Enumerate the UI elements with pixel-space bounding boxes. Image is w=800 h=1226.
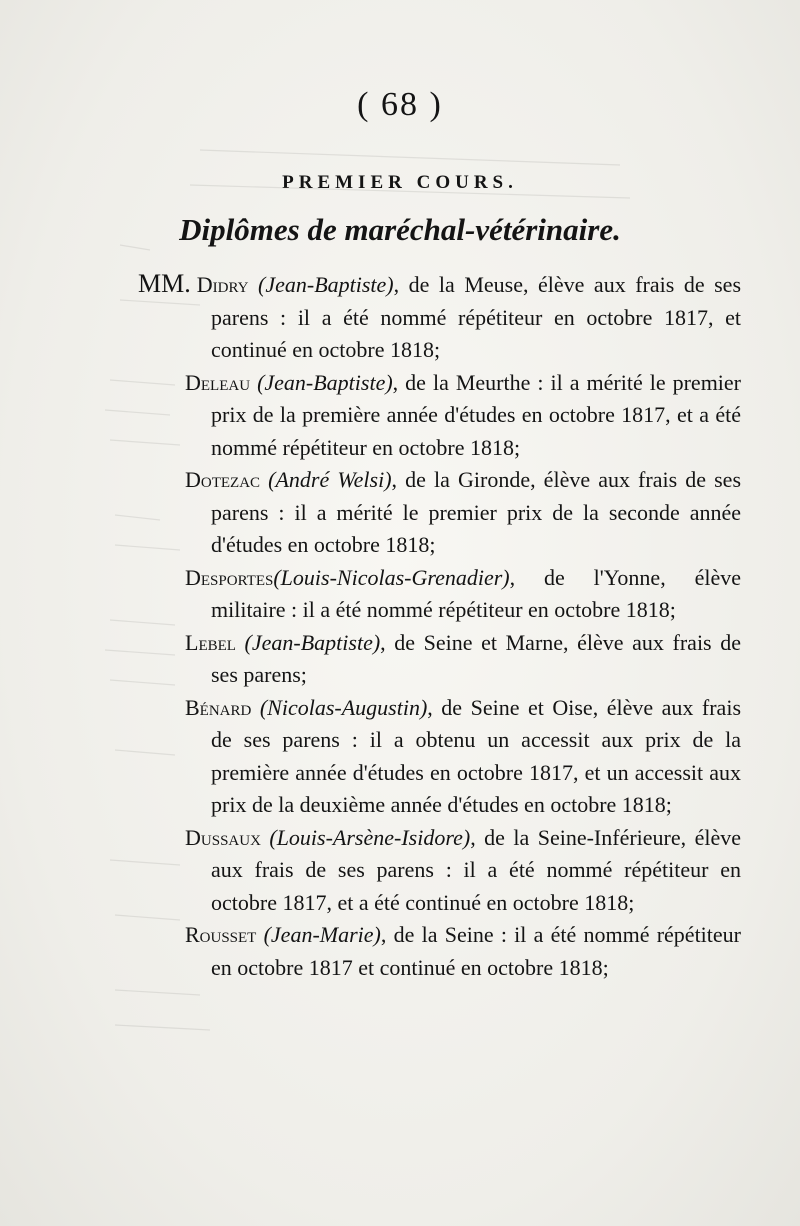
list-item xyxy=(185,562,741,627)
given-names: (Nicolas-Augustin) xyxy=(259,694,428,720)
entry-text: , de Seine et Oise, élève aux frais de ses parens : il a obtenu un accessit aux prix de la première année d'études en octobre 1817, et un accessit aux prix de la deuxième année d'études en octobre 1818; xyxy=(211,694,741,817)
list-item xyxy=(185,464,741,562)
entry-text: , de l'Yonne, élève militaire : il a été nommé répétiteur en octobre 1818; xyxy=(211,564,741,622)
surname: Lebel xyxy=(185,629,236,655)
entry-text: , de la Meuse, élève aux frais de ses parens : il a été nommé répétiteur en octobre 1817, et continué en octobre 1818; xyxy=(211,272,741,362)
list-item xyxy=(185,919,741,984)
surname: Deleau xyxy=(185,369,251,395)
list-item xyxy=(185,822,741,920)
surname: Didry xyxy=(196,272,249,297)
given-names: (André Welsi) xyxy=(268,467,392,492)
entry-text: , de la Meurthe : il a mérité le premier prix de la première année d'études en octobre 1817, et a été nommé répétiteur en octobre 1818; xyxy=(211,369,742,460)
given-names: (Louis-Arsène-Isidore) xyxy=(269,824,471,850)
entry-text: , de la Seine : il a été nommé répétiteur en octobre 1817 et continué en octobre 1818; xyxy=(211,922,741,980)
list-item xyxy=(185,367,741,465)
page-number: ( 68 ) xyxy=(357,86,443,123)
given-names: (Louis-Nicolas-Grenadier) xyxy=(273,564,510,590)
given-names: (Jean-Baptiste) xyxy=(258,272,394,297)
surname: Dussaux xyxy=(185,824,261,850)
surname: Bénard xyxy=(185,694,252,720)
section-heading: PREMIER COURS. xyxy=(282,172,518,193)
entry-text: , de la Seine-Inférieure, élève aux frais de ses parens : il a été nommé répétiteur en octobre 1817, et a été continué en octobre 1818; xyxy=(211,824,742,915)
surname: Dotezac xyxy=(185,467,261,492)
section-subheading: Diplômes de maréchal-vétérinaire. xyxy=(179,212,621,247)
given-names: (Jean-Marie) xyxy=(263,922,381,947)
honorific-prefix: MM. xyxy=(138,269,191,298)
given-names: (Jean-Baptiste) xyxy=(244,629,381,655)
entry-text: , de Seine et Marne, élève aux frais de ses parens; xyxy=(211,629,741,687)
surname: Desportes xyxy=(185,564,274,590)
list-item xyxy=(138,268,741,367)
list-item xyxy=(185,627,741,692)
surname: Rousset xyxy=(185,922,257,947)
given-names: (Jean-Baptiste) xyxy=(257,369,393,395)
entry-text: , de la Gironde, élève aux frais de ses parens : il a mérité le premier prix de la seconde année d'études en octobre 1818; xyxy=(211,467,742,557)
list-item xyxy=(185,692,741,822)
graduate-list xyxy=(138,268,742,984)
